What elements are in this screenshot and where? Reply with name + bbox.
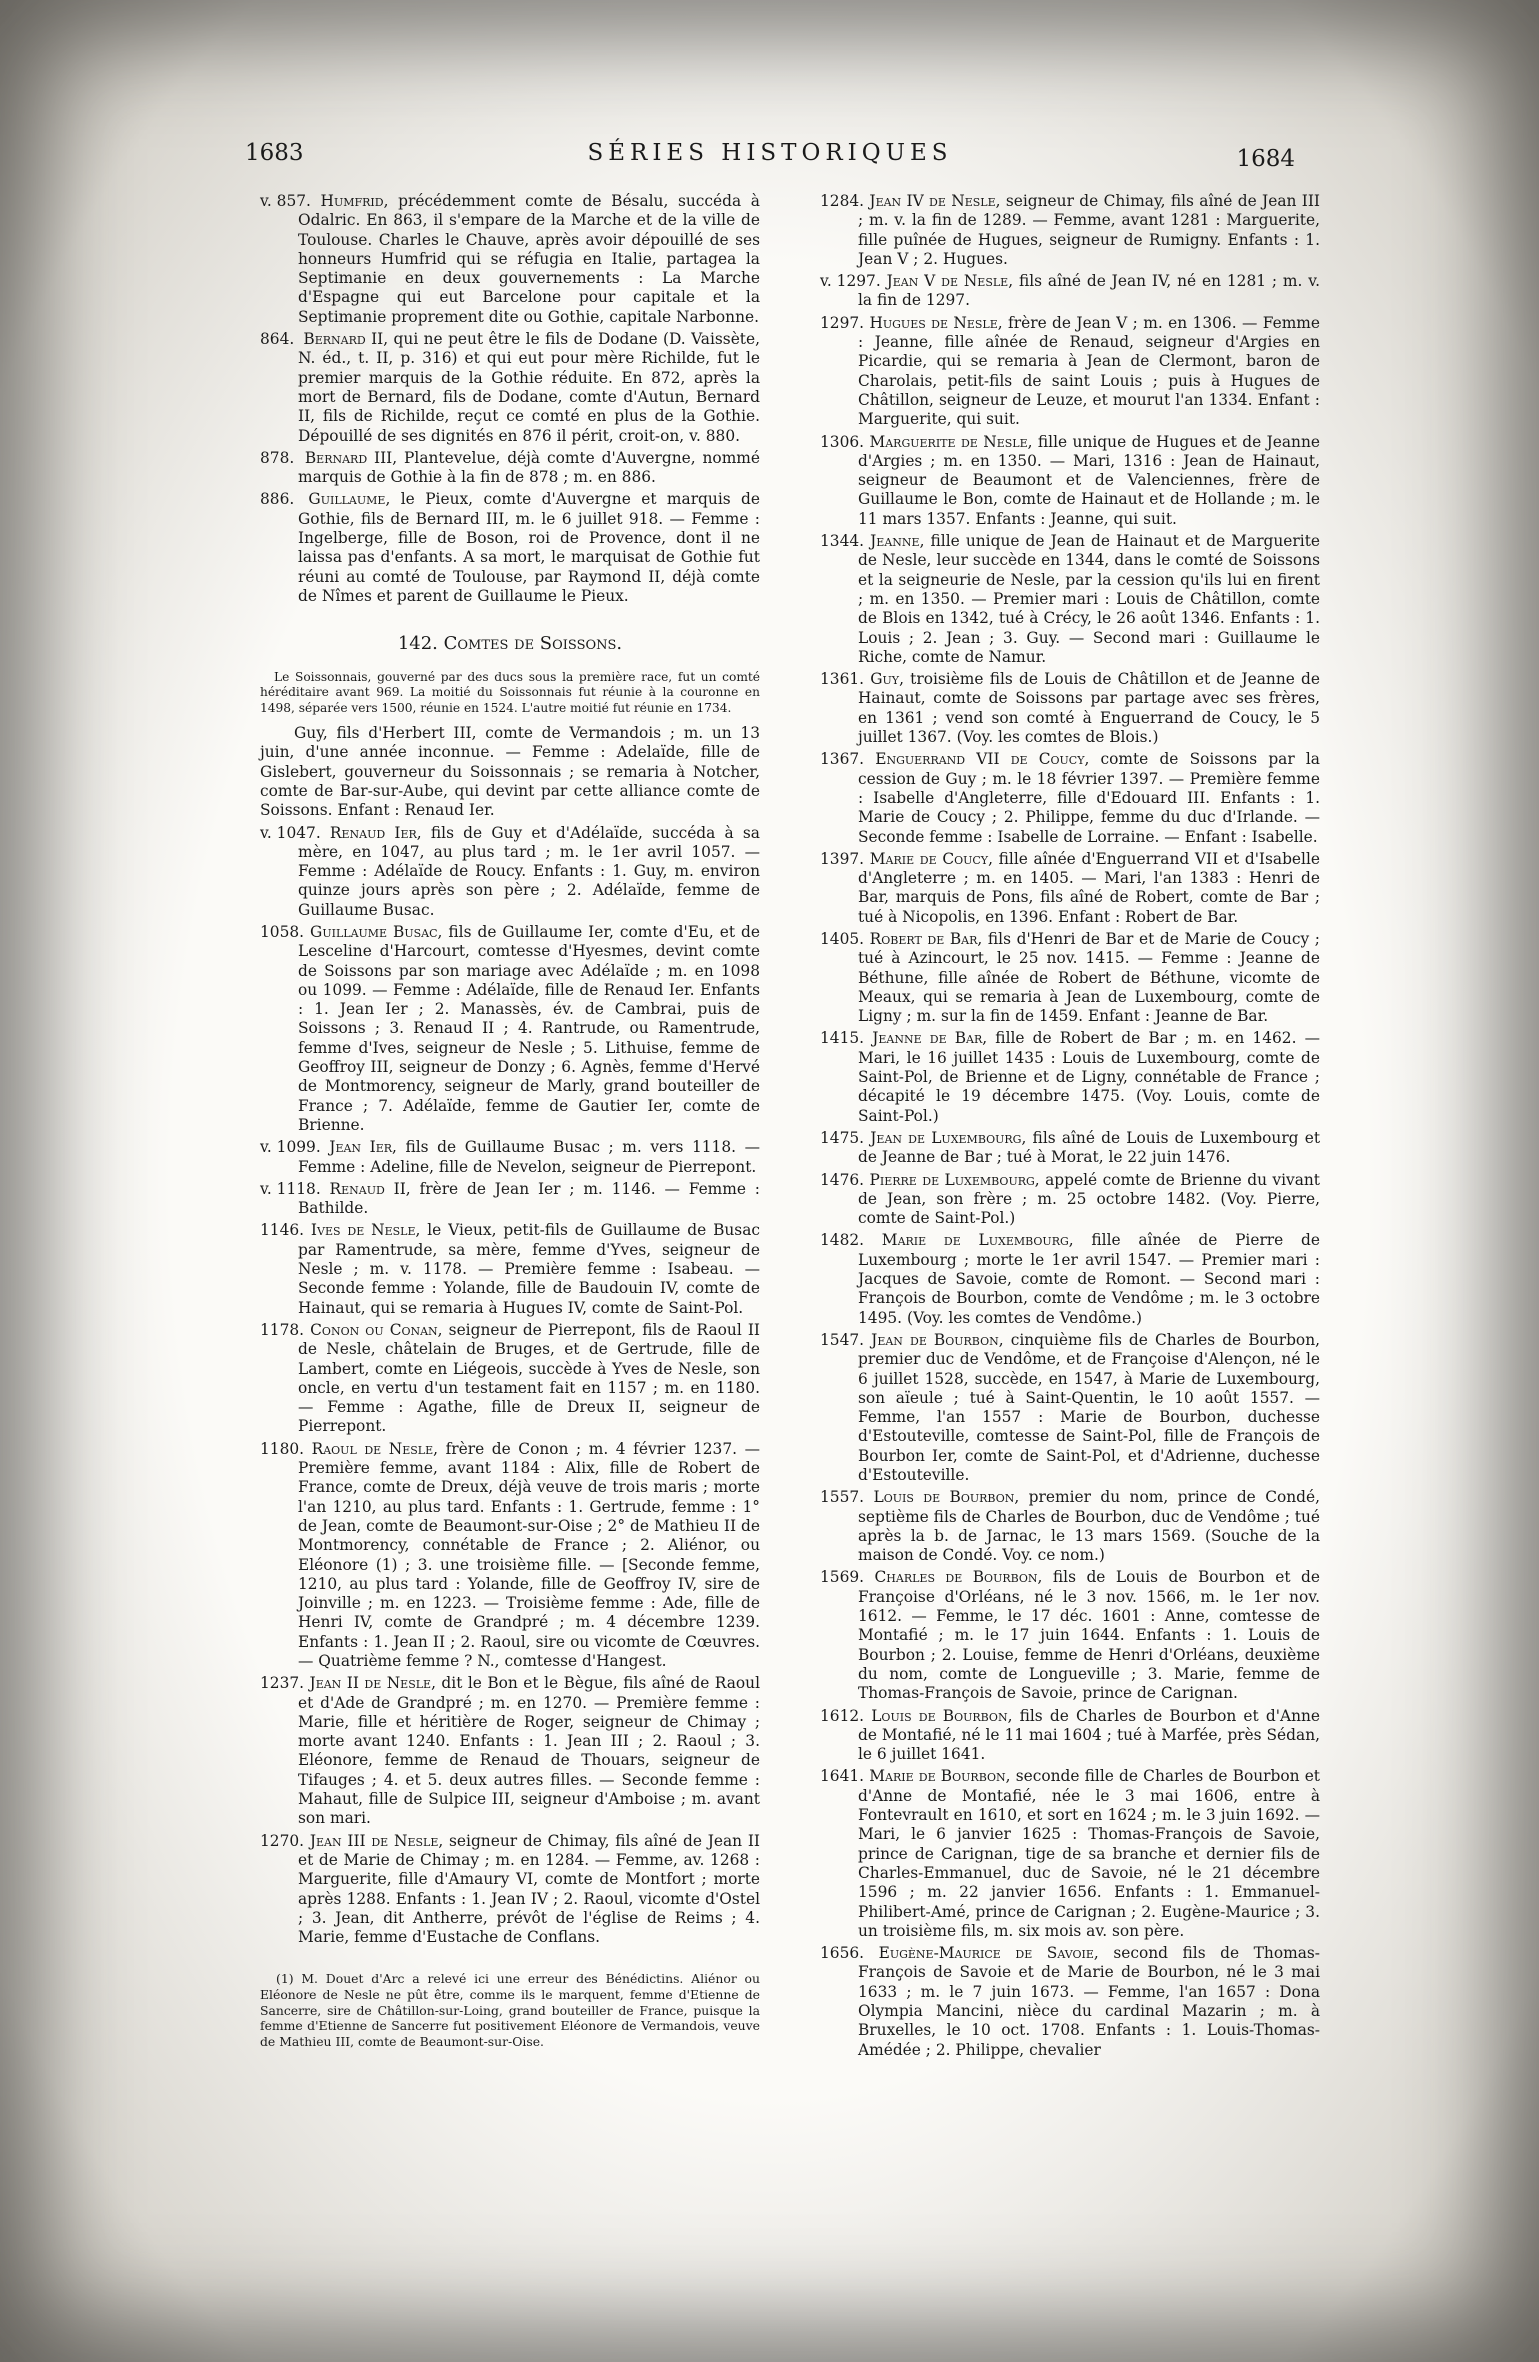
footnote: (1) M. Douet d'Arc a relevé ici une erreur des Bénédictins. Aliénor ou Eléonore de Nesle ne pût être, comme ils le marquent, femme d'Etienne de Sancerre, sire de Châtillon-sur-Loing, grand bouteiller de France, puisque la femme d'Etienne de Sancerre fut positivement Eléonore de Vermandois, veuve de Mathieu III, comte de Beaumont-sur-Oise. [260,1971,760,2049]
entry-date: 1557. [820,1488,865,1507]
entry-date: 1146. [260,1221,305,1240]
entry-name: Conon ou Conan, [304,1320,443,1339]
entry-text: dit le Bon et le Bègue, fils aîné de Raoul et d'Ade de Grandpré ; m. en 1270. — Première femme : Marie, fille et héritière de Roger, seigneur de Chimay ; morte avant 1240. Enfants : 1. Jean III ; 2. Raoul ; 3. Eléonore, femme de Renaud de Thouars, seigneur de Tifauges ; 4. et 5. deux autres filles. — Seconde femme : Mahaut, fille de Sulpice III, seigneur d'Amboise ; m. avant son mari. [298,1674,760,1828]
entry [820,1568,1320,1703]
entry-text: le Pieux, comte d'Auvergne et marquis de Gothie, fils de Bernard III, m. le 6 juillet 918. — Femme : Ingelberge, fille de Boson, roi de Provence, dont il ne laissa pas d'enfants. A sa mort, le marquisat de Gothie fut réuni au comté de Toulouse, par Raymond II, déjà comte de Nîmes et parent de Guillaume le Pieux. [298,490,761,605]
entry [820,670,1320,747]
entry-text: fille aînée de Pierre de Luxembourg ; morte le 1er avril 1547. — Premier mari : Jacques de Savoie, comte de Romont. — Second mari : François de Bourbon, comte de Vendôme ; m. le 3 octobre 1495. (Voy. les comtes de Vendôme.) [858,1231,1320,1327]
entry-name: Robert de Bar, [864,929,983,948]
entry-text: frère de Jean V ; m. en 1306. — Femme : Jeanne, fille aînée de Renaud, seigneur d'Argies en Picardie, qui se remaria à Jean de Clermont, baron de Charolais, petit-fils de saint Louis ; puis à Hugues de Châtillon, seigneur de Leuze, et mourut l'an 1334. Enfant : Marguerite, qui suit. [858,313,1320,429]
entry-name: Louis de Bourbon, [864,1706,1013,1725]
entry-date: 886. [260,490,295,509]
entry [260,1221,760,1317]
page-number-left: 1683 [245,140,304,166]
entry-text: seigneur de Chimay, fils aîné de Jean III ; m. v. la fin de 1289. — Femme, avant 1281 : Marguerite, fille puînée de Hugues, seigneur de Rumigny. Enfants : 1. Jean V ; 2. Hugues. [858,192,1320,268]
entry-name: Jeanne, [864,532,925,551]
entry-name: Marguerite de Nesle, [864,432,1033,451]
entry-text: premier du nom, prince de Condé, septième fils de Charles de Bourbon, duc de Vendôme ; tué après la b. de Jarnac, le 13 mars 1569. (Souche de la maison de Condé. Voy. ce nom.) [858,1488,1320,1565]
entry-text: fils d'Henri de Bar et de Marie de Coucy ; tué à Azincourt, le 25 nov. 1415. — Femme : Jeanne de Béthune, fille aînée de Robert de Béthune, vicomte de Meaux, qui se remaria à Jean de Luxembourg, comte de Ligny ; m. sur la fin de 1459. Enfant : Jeanne de Bar. [858,929,1320,1026]
entry [820,1944,1320,2060]
entry-name: Marie de Coucy, [864,849,993,868]
entry-text: fils de Louis de Bourbon et de Françoise d'Orléans, né le 3 nov. 1566, m. le 1er nov. 1612. — Femme, le 17 déc. 1601 : Anne, comtesse de Montafié ; m. le 17 juin 1644. Enfants : 1. Louis de Bourbon ; 2. Louise, femme de Henri d'Orléans, deuxième du nom, comte de Longueville ; 3. Marie, femme de Thomas-François de Savoie, prince de Carignan. [858,1568,1320,1703]
entry-date: 1612. [820,1706,865,1725]
left-column [260,192,760,2049]
entry-text: comte de Soissons par la cession de Guy ; m. le 18 février 1397. — Première femme : Isabelle d'Angleterre, fille d'Edouard III. Enfants : 1. Marie de Coucy ; 2. Philippe, femme du duc d'Irlande. — Seconde femme : Isabelle de Lorraine. — Enfant : Isabelle. [858,750,1320,846]
entry-text: fils de Guillaume Ier, comte d'Eu, et de Lesceline d'Harcourt, comtesse d'Hyesmes, devint comte de Soissons par son mariage avec Adélaïde ; m. en 1098 ou 1099. — Femme : Adélaïde, fille de Renaud Ier. Enfants : 1. Jean Ier ; 2. Manassès, év. de Cambrai, puis de Soissons ; 3. Renaud II ; 4. Rantrude, ou Ramentrude, femme d'Ives, seigneur de Nesle ; 5. Lithuise, femme de Geoffroy III, seigneur de Donzy ; 6. Agnès, femme d'Hervé de Montmorency, seigneur de Marly, grand bouteiller de France ; 7. Adélaïde, femme de Gautier Ier, comte de Brienne. [298,923,761,1134]
entry-date: 1180. [260,1439,305,1458]
entry-date: 1482. [820,1231,865,1250]
entry-text: seigneur de Pierrepont, fils de Raoul II de Nesle, châtelain de Bruges, et de Gertrude, fille de Lambert, comte en Liégeois, succède à Yves de Nesle, son oncle, en vertu d'un testament fait en 1157 ; m. en 1180. — Femme : Agathe, fille de Dreux II, seigneur de Pierrepont. [298,1320,760,1436]
entry-date: v. 857. [260,192,311,210]
entry-text: frère de Conon ; m. 4 février 1237. — Première femme, avant 1184 : Alix, fille de Robert de France, comte de Dreux, déjà veuve de trois maris ; morte l'an 1210, au plus tard. Enfants : 1. Gertrude, femme : 1° de Jean, comte de Beaumont-sur-Oise ; 2° de Mathieu II de Montmorency, connétable de France ; 2. Aliénor, ou Eléonore (1) ; 3. une troisième fille. — [Seconde femme, 1210, au plus tard : Yolande, fille de Geoffroy IV, sire de Joinville ; m. en 1223. — Troisième femme : Ade, fille de Henri IV, comte de Grandpré ; m. 4 décembre 1239. Enfants : 1. Jean II ; 2. Raoul, sire ou vicomte de Cœuvres. — Quatrième femme ? N., comtesse d'Hangest. [298,1439,760,1670]
entry [820,750,1320,846]
entry-text: fils de Guy et d'Adélaïde, succéda à sa mère, en 1047, au plus tard ; m. le 1er avril 1057. — Femme : Adélaïde de Roucy. Enfants : 1. Guy, m. environ quinze jours après son père ; 2. Adélaïde, femme de Guillaume Busac. [298,823,760,919]
entry-date: 1367. [820,750,865,769]
entry [820,1707,1320,1765]
entry-name: Guy, [864,670,904,689]
entry [820,930,1320,1026]
entry [820,433,1320,529]
entry-date: 1569. [820,1568,865,1587]
entry-name: Bernard II, [298,330,389,349]
entry [820,1029,1320,1125]
page-number-right: 1684 [1236,146,1295,172]
entry [820,850,1320,927]
entry [260,449,760,488]
entry [260,1138,760,1177]
running-header [245,140,1295,174]
entry-text: appelé comte de Brienne du vivant de Jean, son frère ; m. 25 octobre 1482. (Voy. Pierre, comte de Saint-Pol.) [858,1170,1320,1228]
entry-name: Enguerrand VII de Coucy, [864,750,1090,769]
entry [820,1171,1320,1229]
entry-name: Jean de Luxembourg, [864,1128,1027,1147]
entry-date: v. 1118. [260,1179,321,1198]
entry-date: 1475. [820,1128,865,1147]
entry-name: Pierre de Luxembourg, [864,1170,1040,1189]
entry-date: 1270. [260,1831,305,1850]
first-entry: Guy, fils d'Herbert III, comte de Vermandois ; m. un 13 juin, d'une année inconnue. — Femme : Adelaïde, fille de Gislebert, gouverneur du Soissonnais ; se remaria à Notcher, comte de Bar-sur-Aube, qui devint par cette alliance comte de Soissons. Enfant : Renaud Ier. [260,724,760,820]
entry [260,192,760,327]
entry [260,923,760,1135]
entry-name: Jean III de Nesle, [304,1831,444,1850]
entry-date: v. 1099. [260,1138,321,1157]
entry-name: Charles de Bourbon, [864,1568,1043,1587]
entry-text: fille aînée d'Enguerrand VII et d'Isabelle d'Angleterre ; m. en 1405. — Mari, l'an 1383 : Henri de Bar, marquis de Pons, fils aîné de Robert, comte de Bar ; tué à Nicopolis, en 1396. Enfant : Robert de Bar. [858,849,1320,926]
entry [820,1767,1320,1941]
entry-date: v. 1297. [820,272,881,291]
entry-text: qui ne peut être le fils de Dodane (D. Vaissète, N. éd., t. II, p. 316) et qui eut pour mère Richilde, fut le premier marquis de la Gothie réduite. En 872, après la mort de Bernard, fils de Dodane, comte d'Autun, Bernard II, fils de Richilde, reçut ce comté en plus de la Gothie. Dépouillé de ses dignités en 876 il périt, croit-on, v. 880. [298,330,760,445]
entry-date: 1547. [820,1330,865,1349]
entry [260,1440,760,1672]
entry [820,532,1320,667]
entry-date: 878. [260,448,295,467]
entry-date: 1306. [820,432,865,451]
entry [260,1832,760,1948]
entry-name: Bernard III, [298,448,398,467]
entry-date: 1344. [820,532,865,551]
entry-text: fils aîné de Louis de Luxembourg et de Jeanne de Bar ; tué à Morat, le 22 juin 1476. [858,1128,1321,1167]
entry-text: fille unique de Hugues et de Jeanne d'Argies ; m. en 1350. — Mari, 1316 : Jean de Hainaut, seigneur de Beaumont et de Valenciennes, frère de Guillaume le Bon, comte de Hainaut et de Hollande ; m. le 11 mars 1357. Enfants : Jeanne, qui suit. [858,432,1320,528]
entry-name: Marie de Bourbon, [864,1767,1011,1786]
entry-date: 1237. [260,1674,305,1693]
entry-name: Jean II de Nesle, [304,1674,436,1693]
entry [820,1488,1320,1565]
entry-text: seigneur de Chimay, fils aîné de Jean II et de Marie de Chimay ; m. en 1284. — Femme, av. 1268 : Marguerite, fille d'Amaury VI, comte de Montfort ; morte après 1288. Enfants : 1. Jean IV ; 2. Raoul, vicomte d'Ostel ; 3. Jean, dit Antherre, prévôt de l'église de Reims ; 4. Marie, femme d'Eustache de Conflans. [298,1831,761,1947]
entry-text: Plantevelue, déjà comte d'Auvergne, nommé marquis de Gothie à la fin de 878 ; m. en 886. [298,448,760,487]
entry-text: fille unique de Jean de Hainaut et de Marguerite de Nesle, leur succède en 1344, dans le comté de Soissons et la seigneurie de Nesle, par la cession qu'ils lui en firent ; m. en 1350. — Premier mari : Louis de Châtillon, comte de Blois en 1342, tué à Crécy, le 26 août 1346. Enfants : 1. Louis ; 2. Jean ; 3. Guy. — Second mari : Guillaume le Riche, comte de Namur. [858,532,1320,666]
entry [260,824,760,920]
entry [820,314,1320,430]
entry-name: Ives de Nesle, [304,1221,421,1240]
entry [820,1331,1320,1485]
entry-date: 1058. [260,923,305,941]
entry-name: Humfrid, [310,192,389,210]
entry [260,1321,760,1437]
entry-date: 1476. [820,1170,865,1189]
entry [820,1129,1320,1168]
entry-text: fils de Guillaume Busac ; m. vers 1118. — Femme : Adeline, fille de Nevelon, seigneur de Pierrepont. [298,1138,760,1176]
entry-name: Jean V de Nesle, [880,272,1014,291]
entry-name: Eugène-Maurice de Savoie, [864,1944,1099,1963]
entry-name: Renaud II, [320,1179,411,1198]
entry-name: Jeanne de Bar, [864,1029,988,1048]
right-column [820,192,1320,2063]
entry [260,1180,760,1219]
running-title: SÉRIES HISTORIQUES [587,140,953,166]
entry-text: cinquième fils de Charles de Bourbon, premier duc de Vendôme, et de Françoise d'Alençon, né le 6 juillet 1528, succède, en 1547, à Marie de Luxembourg, son aïeule ; tué à Saint-Quentin, le 10 août 1557. — Femme, l'an 1557 : Marie de Bourbon, duchesse d'Estouteville, comtesse de Saint-Pol, fille de François de Bourbon Ier, comte de Saint-Pol, et d'Adrienne, duchesse d'Estouteville. [858,1330,1321,1484]
entry [820,272,1320,311]
entry-text: troisième fils de Louis de Châtillon et de Jeanne de Hainaut, comte de Soissons par partage avec ses frères, en 1361 ; vend son comté à Enguerrand de Coucy, le 5 juillet 1367. (Voy. les comtes de Blois.) [858,670,1320,747]
entry-text: fils de Charles de Bourbon et d'Anne de Montafié, né le 11 mai 1604 ; tué à Marfée, près Sédan, le 6 juillet 1641. [858,1706,1320,1764]
section-title: 142. Comtes de Soissons. [397,633,623,655]
entry-name: Guillaume, [298,490,391,509]
entry-text: le Vieux, petit-fils de Guillaume de Busac par Ramentrude, sa mère, femme d'Yves, seigneur de Nesle ; m. v. 1178. — Première femme : Isabeau. — Seconde femme : Yolande, fille de Baudouin IV, comte de Hainaut, qui se remaria à Hugues IV, comte de Saint-Pol. [298,1221,760,1317]
entry-date: 1405. [820,929,865,948]
entry-text: fille de Robert de Bar ; m. en 1462. — Mari, le 16 juillet 1435 : Louis de Luxembourg, comte de Saint-Pol, de Brienne et de Ligny, connétable de France ; décapité le 19 décembre 1475. (Voy. Louis, comte de Saint-Pol.) [858,1029,1320,1125]
entry-name: Marie de Luxembourg, [864,1231,1074,1250]
entry-name: Renaud Ier, [320,823,422,842]
entry-text: fils aîné de Jean IV, né en 1281 ; m. v. la fin de 1297. [858,272,1320,310]
entry-name: Louis de Bourbon, [864,1488,1020,1507]
entry-date: 1397. [820,849,865,868]
entry-date: 1415. [820,1029,865,1048]
entry-date: 1297. [820,313,865,332]
entry [260,490,760,606]
entry-name: Hugues de Nesle, [864,313,1003,332]
entry [820,1231,1320,1327]
entry-date: 1284. [820,192,865,210]
entry-date: v. 1047. [260,823,321,842]
entry [820,192,1320,269]
entry [260,1674,760,1828]
entry-text: seconde fille de Charles de Bourbon et d'Anne de Montafié, née le 3 mai 1606, entre à Fontevrault en 1610, et sort en 1624 ; m. le 3 juin 1692. — Mari, le 6 janvier 1625 : Thomas-François de Savoie, prince de Carignan, tige de sa branche et dernier fils de Charles-Emmanuel, duc de Savoie, né le 21 décembre 1596 ; m. 22 janvier 1656. Enfants : 1. Emmanuel-Philibert-Amé, prince de Carignan ; 2. Eugène-Maurice ; 3. un troisième fils, m. six mois av. son père. [858,1767,1320,1940]
entry-date: 1641. [820,1767,865,1786]
left-entries [260,824,760,1948]
entry-name: Jean IV de Nesle, [864,192,1001,210]
right-entries [820,192,1320,2060]
entry-date: 1178. [260,1320,305,1339]
entry-text: précédemment comte de Bésalu, succéda à Odalric. En 863, il s'empare de la Marche et de la ville de Toulouse. Charles le Chauve, après avoir dépouillé de ses honneurs Humfrid qui se réfugia en Italie, partagea la Septimanie en deux gouvernements : La Marche d'Espagne qui eut Barcelone pour capitale et la Septimanie proprement dite ou Gothie, capitale Narbonne. [298,192,760,326]
entry-date: 864. [260,330,295,349]
left-entries-top [260,192,760,606]
entry-date: 1656. [820,1944,865,1963]
entry [260,330,760,446]
entry-text: frère de Jean Ier ; m. 1146. — Femme : Bathilde. [298,1179,760,1218]
entry-name: Raoul de Nesle, [304,1439,438,1458]
entry-name: Guillaume Busac, [304,923,443,941]
entry-name: Jean Ier, [320,1138,397,1157]
entry-text: second fils de Thomas-François de Savoie et de Marie de Bourbon, né le 3 mai 1633 ; m. le 7 juin 1673. — Femme, l'an 1657 : Dona Olympia Mancini, nièce du cardinal Mazarin ; m. à Bruxelles, le 10 oct. 1708. Enfants : 1. Louis-Thomas-Amédée ; 2. Philippe, chevalier [858,1944,1320,2059]
section-intro: Le Soissonnais, gouverné par des ducs sous la première race, fut un comté héréditaire avant 969. La moitié du Soissonnais fut réunie à la couronne en 1498, séparée vers 1500, réunie en 1524. L'autre moitié fut réunie en 1734. [260,669,760,715]
entry-name: Jean de Bourbon, [864,1330,1004,1349]
entry-date: 1361. [820,670,865,689]
